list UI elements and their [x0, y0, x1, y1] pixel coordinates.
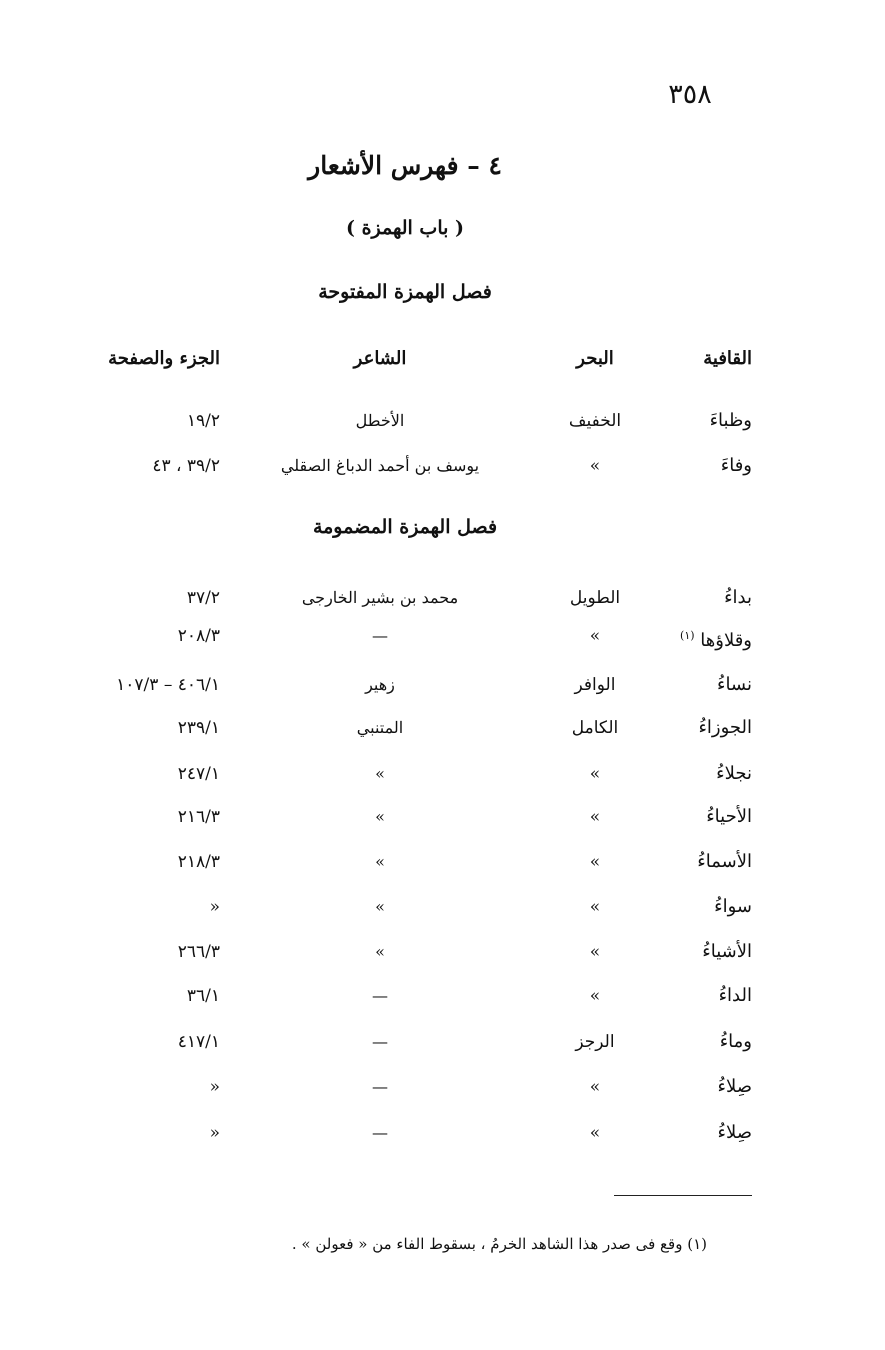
table-row: [0, 801, 885, 833]
bahr-cell: »: [589, 852, 601, 872]
poet-cell: »: [375, 897, 385, 916]
page-number: ٣٥٨: [668, 79, 712, 110]
qafia-cell: نجلاءُ: [716, 763, 752, 784]
qafia-cell: صِلاءُ: [717, 1076, 752, 1097]
ref-cell: ٣٧/٢: [186, 588, 220, 608]
ref-cell: ٢١٦/٣: [177, 807, 220, 827]
table-row: [0, 450, 885, 482]
ref-cell: »: [209, 1077, 220, 1097]
bahr-cell: الوافر: [574, 675, 616, 695]
poet-cell: »: [375, 852, 385, 871]
ref-cell: »: [209, 1123, 220, 1143]
ref-cell: »: [209, 897, 220, 917]
table-row: [0, 669, 885, 701]
qafia-cell: نساءُ: [716, 674, 752, 695]
bahr-cell: »: [589, 626, 601, 646]
qafia-text: وقلاؤها: [700, 630, 752, 651]
index-title: ٤ – فهرس الأشعار: [308, 151, 502, 180]
table-row: [0, 405, 885, 437]
table-row: [0, 582, 885, 614]
table-row: [0, 758, 885, 790]
chapter-heading: ( باب الهمزة ): [345, 217, 465, 239]
qafia-cell: وفاءَ: [720, 455, 752, 476]
table-row: [0, 1117, 885, 1149]
table-row: [0, 712, 885, 744]
table-row: [0, 891, 885, 923]
poet-cell: يوسف بن أحمد الدباغ الصقلي: [280, 456, 480, 475]
bahr-cell: الطويل: [569, 588, 621, 608]
footnote-rule: [614, 1195, 752, 1196]
table-row: [0, 1026, 885, 1058]
poet-cell: —: [372, 1077, 388, 1096]
ref-cell: ٤٠٦/١ – ١٠٧/٣: [116, 675, 220, 695]
ref-cell: ١٩/٢: [186, 411, 220, 431]
qafia-cell: الأحياءُ: [706, 806, 752, 827]
table-row: [0, 846, 885, 878]
footnote: (١) وقع فى صدر هذا الشاهد الخرمُ ، بسقوط الفاء من « فعولن » .: [291, 1235, 707, 1253]
poet-cell: »: [375, 942, 385, 961]
ref-cell: ٢٦٦/٣: [177, 942, 220, 962]
bahr-cell: الرجز: [575, 1032, 615, 1052]
footnote-marker: (١): [680, 629, 695, 642]
bahr-cell: »: [589, 1077, 601, 1097]
poet-cell: —: [372, 626, 388, 645]
bahr-cell: »: [589, 986, 601, 1006]
section-heading-madmuma: فصل الهمزة المضمومة: [312, 516, 498, 538]
bahr-cell: »: [589, 764, 601, 784]
col-header-qafia: القافية: [703, 348, 752, 369]
qafia-cell: الأشياءُ: [702, 941, 752, 962]
section-heading-maftuha: فصل الهمزة المفتوحة: [318, 281, 492, 303]
poet-cell: محمد بن بشير الخارجى: [301, 588, 459, 607]
qafia-cell: بداءُ: [724, 587, 752, 608]
qafia-cell: [680, 620, 752, 652]
qafia-cell: وماءُ: [719, 1031, 752, 1052]
poet-cell: زهير: [365, 675, 395, 694]
ref-cell: ٣٦/١: [186, 986, 220, 1006]
poet-cell: —: [372, 1032, 388, 1051]
bahr-cell: »: [589, 1123, 601, 1143]
bahr-cell: »: [589, 942, 601, 962]
qafia-cell: صِلاءُ: [717, 1122, 752, 1143]
bahr-cell: »: [589, 897, 601, 917]
qafia-cell: وظباءَ: [709, 410, 752, 431]
ref-cell: ٢٤٧/١: [177, 764, 220, 784]
qafia-cell: سواءُ: [714, 896, 752, 917]
qafia-cell: الأسماءُ: [697, 851, 752, 872]
ref-cell: ٣٩/٢ ، ٤٣: [152, 456, 220, 476]
col-header-bahr: البحر: [576, 348, 614, 369]
poet-cell: الأخطل: [355, 411, 405, 430]
ref-cell: ٤١٧/١: [177, 1032, 220, 1052]
col-header-poet: الشاعر: [353, 348, 407, 369]
ref-cell: ٢١٨/٣: [177, 852, 220, 872]
poet-cell: —: [372, 986, 388, 1005]
ref-cell: ٢٠٨/٣: [177, 626, 220, 646]
table-row: [0, 980, 885, 1012]
poet-cell: »: [375, 807, 385, 826]
table-row: [0, 620, 885, 652]
poet-cell: —: [372, 1123, 388, 1142]
qafia-cell: الداءُ: [718, 985, 752, 1006]
bahr-cell: الخفيف: [568, 411, 622, 431]
qafia-cell: الجوزاءُ: [698, 717, 752, 738]
column-headers: [0, 343, 885, 375]
bahr-cell: »: [589, 456, 601, 476]
table-row: [0, 1071, 885, 1103]
col-header-ref: الجزء والصفحة: [108, 348, 220, 369]
bahr-cell: »: [589, 807, 601, 827]
bahr-cell: الكامل: [571, 718, 619, 738]
ref-cell: ٢٣٩/١: [177, 718, 220, 738]
poet-cell: المتنبي: [356, 718, 404, 737]
poet-cell: »: [375, 764, 385, 783]
table-row: [0, 936, 885, 968]
